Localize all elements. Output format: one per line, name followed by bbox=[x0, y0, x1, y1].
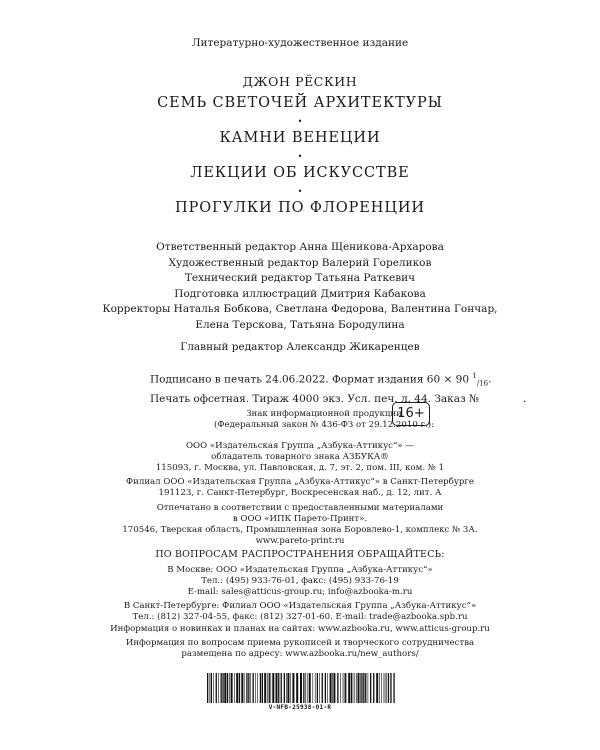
barcode-bar bbox=[365, 673, 366, 703]
barcode-number: V-NFB-25938-01-R bbox=[268, 704, 332, 711]
title-2: КАМНИ ВЕНЕЦИИ bbox=[219, 130, 381, 146]
barcode-bar bbox=[284, 673, 285, 703]
barcode-bar bbox=[317, 673, 318, 703]
barcode-bar bbox=[327, 673, 328, 703]
barcode-bar bbox=[255, 673, 256, 703]
barcode-bar bbox=[363, 673, 364, 703]
staff-line: Подготовка иллюстраций Дмитрия Кабакова bbox=[174, 287, 426, 300]
barcode-bar bbox=[356, 673, 357, 703]
barcode-bar bbox=[278, 673, 279, 703]
barcode-bar bbox=[260, 673, 261, 703]
barcode-bar bbox=[358, 673, 360, 703]
barcode-bar bbox=[351, 673, 352, 703]
print-line-2: Печать офсетная. Тираж 4000 экз. Усл. печ. л. 44. Заказ № . bbox=[150, 392, 527, 405]
barcode-bar bbox=[262, 673, 263, 703]
barcode-bar bbox=[386, 673, 387, 703]
barcode-bar bbox=[376, 673, 378, 703]
barcode-bar bbox=[340, 673, 341, 703]
barcode bbox=[206, 673, 396, 703]
barcode-bar bbox=[216, 673, 217, 703]
barcode-bar bbox=[231, 673, 233, 703]
barcode-bar bbox=[305, 673, 306, 703]
barcode-bar bbox=[344, 673, 345, 703]
barcode-bar bbox=[353, 673, 354, 703]
title-separator: • bbox=[297, 117, 303, 126]
barcode-bar bbox=[281, 673, 282, 703]
barcode-bar bbox=[239, 673, 240, 703]
barcode-bar bbox=[303, 673, 304, 703]
barcode-bar bbox=[292, 673, 294, 703]
barcode-bar bbox=[211, 673, 212, 703]
barcode-bar bbox=[370, 673, 371, 703]
branch-info: Филиал ООО «Издательская Группа „Азбука-Аттикус“» в Санкт-Петербурге 191123, г. Санкт-Петербург, Воскресенская наб., д. 12, лит. А bbox=[126, 477, 474, 498]
barcode-bar bbox=[309, 673, 311, 703]
barcode-bar bbox=[257, 673, 258, 703]
barcode-bar bbox=[250, 673, 251, 703]
staff-credits bbox=[0, 240, 600, 334]
barcode-bar bbox=[271, 673, 272, 703]
barcode-bar bbox=[234, 673, 235, 703]
title-3: ЛЕКЦИИ ОБ ИСКУССТВЕ bbox=[190, 165, 410, 181]
chief-editor: Главный редактор Александр Жикаренцев bbox=[180, 341, 420, 353]
barcode-bar bbox=[272, 673, 274, 703]
barcode-bar bbox=[373, 673, 374, 703]
barcode-bar bbox=[368, 673, 369, 703]
barcode-bar bbox=[348, 673, 350, 703]
barcode-bar bbox=[207, 673, 208, 703]
barcode-bar bbox=[345, 673, 346, 703]
barcode-bar bbox=[224, 673, 226, 703]
barcode-bar bbox=[276, 673, 278, 703]
barcode-bar bbox=[213, 673, 214, 703]
edition-type: Литературно-художественное издание bbox=[191, 37, 409, 49]
barcode-bar bbox=[253, 673, 254, 703]
staff-line: Ответственный редактор Анна Щеникова-Архарова bbox=[156, 241, 444, 253]
barcode-bar bbox=[222, 673, 223, 703]
distribution-heading: ПО ВОПРОСАМ РАСПРОСТРАНЕНИЯ ОБРАЩАЙТЕСЬ: bbox=[155, 549, 445, 560]
moscow-contacts: В Москве: ООО «Издательская Группа „Азбука-Аттикус“» Тел.: (495) 933-76-01, факс: (495) 933-76-19 E-mail: sales@atticus-group.ru; info@azbooka-m.ru bbox=[167, 565, 433, 597]
staff-line: Елена Терскова, Татьяна Бородулина bbox=[195, 318, 405, 331]
barcode-bar bbox=[218, 673, 219, 703]
barcode-bar bbox=[267, 673, 268, 703]
barcode-bar bbox=[384, 673, 385, 703]
barcode-bar bbox=[381, 673, 382, 703]
print-details bbox=[150, 369, 527, 407]
barcode-bar bbox=[300, 673, 302, 703]
barcode-bar bbox=[379, 673, 380, 703]
barcode-bar bbox=[343, 673, 344, 703]
barcode-bar bbox=[355, 673, 356, 703]
barcode-bar bbox=[269, 673, 270, 703]
author-name: ДЖОН РЁСКИН bbox=[242, 74, 358, 89]
printer-info: Отпечатано в соответствии с предоставленными материалами в ООО «ИПК Парето-Принт». 170546, Тверская область, Промышленная зона Боровлево-1, комплекс № 3А. www.pareto-print.ru bbox=[122, 503, 478, 546]
barcode-bar bbox=[236, 673, 238, 703]
age-rating-badge: 16+ bbox=[392, 402, 430, 426]
authors-info: Информация по вопросам приема рукописей и творческого сотрудничества размещена по адресу: www.azbooka.ru/new_authors/ bbox=[125, 638, 475, 659]
barcode-bar bbox=[307, 673, 308, 703]
barcode-bar bbox=[229, 673, 230, 703]
barcode-bar bbox=[385, 673, 386, 703]
barcode-bar bbox=[388, 673, 389, 703]
barcode-bar bbox=[319, 673, 320, 703]
barcode-bar bbox=[210, 673, 211, 703]
title-separator: • bbox=[297, 152, 303, 161]
barcode-bar bbox=[360, 673, 361, 703]
barcode-bar bbox=[246, 673, 247, 703]
staff-line: Корректоры Наталья Бобкова, Светлана Федорова, Валентина Гончар, bbox=[102, 303, 498, 316]
barcode-bar bbox=[330, 673, 332, 703]
barcode-bar bbox=[333, 673, 335, 703]
publisher-info: ООО «Издательская Группа „Азбука-Аттикус“» — обладатель товарного знака АЗБУКА® 115093, г. Москва, ул. Павловская, д. 7, эт. 2, пом. III, ком. № 1 bbox=[155, 441, 445, 473]
staff-line: Художественный редактор Валерий Гореликов bbox=[168, 256, 432, 269]
barcode-bar bbox=[264, 673, 266, 703]
news-info: Информация о новинках и планах на сайтах: www.azbooka.ru, www.atticus-group.ru bbox=[110, 624, 490, 634]
barcode-bar bbox=[325, 673, 326, 703]
barcode-bar bbox=[286, 673, 287, 703]
barcode-bar bbox=[227, 673, 228, 703]
barcode-bar bbox=[244, 673, 245, 703]
barcode-bar bbox=[393, 673, 394, 703]
title-4: ПРОГУЛКИ ПО ФЛОРЕНЦИИ bbox=[175, 200, 425, 216]
staff-line: Технический редактор Татьяна Раткевич bbox=[184, 272, 416, 285]
barcode-bar bbox=[315, 673, 316, 703]
barcode-bar bbox=[221, 673, 222, 703]
print-line-1: Подписано в печать 24.06.2022. Формат издания 60 × 90 $^1_{/16}$. bbox=[150, 372, 492, 388]
barcode-bar bbox=[241, 673, 243, 703]
spb-contacts: В Санкт-Петербурге: Филиал ООО «Издательская Группа „Азбука-Аттикус“» Тел.: (812) 327-04-55, факс: (812) 327-01-60. E-mail: trade@azbooka.spb.ru bbox=[123, 601, 477, 622]
barcode-bar bbox=[337, 673, 338, 703]
info-sign-text: Знак информационной продукции (Федеральный закон № 436-ФЗ от 29.12.2010 г.): bbox=[214, 409, 435, 430]
barcode-bar bbox=[322, 673, 323, 703]
barcode-bar bbox=[296, 673, 298, 703]
barcode-bar bbox=[361, 673, 362, 703]
barcode-bar bbox=[248, 673, 249, 703]
title-1: СЕМЬ СВЕТОЧЕЙ АРХИТЕКТУРЫ bbox=[157, 95, 443, 111]
barcode-bar bbox=[290, 673, 291, 703]
title-separator: • bbox=[297, 187, 303, 196]
barcode-bar bbox=[390, 673, 391, 703]
barcode-bar bbox=[332, 673, 333, 703]
barcode-bar bbox=[287, 673, 289, 703]
barcode-bar bbox=[313, 673, 314, 703]
